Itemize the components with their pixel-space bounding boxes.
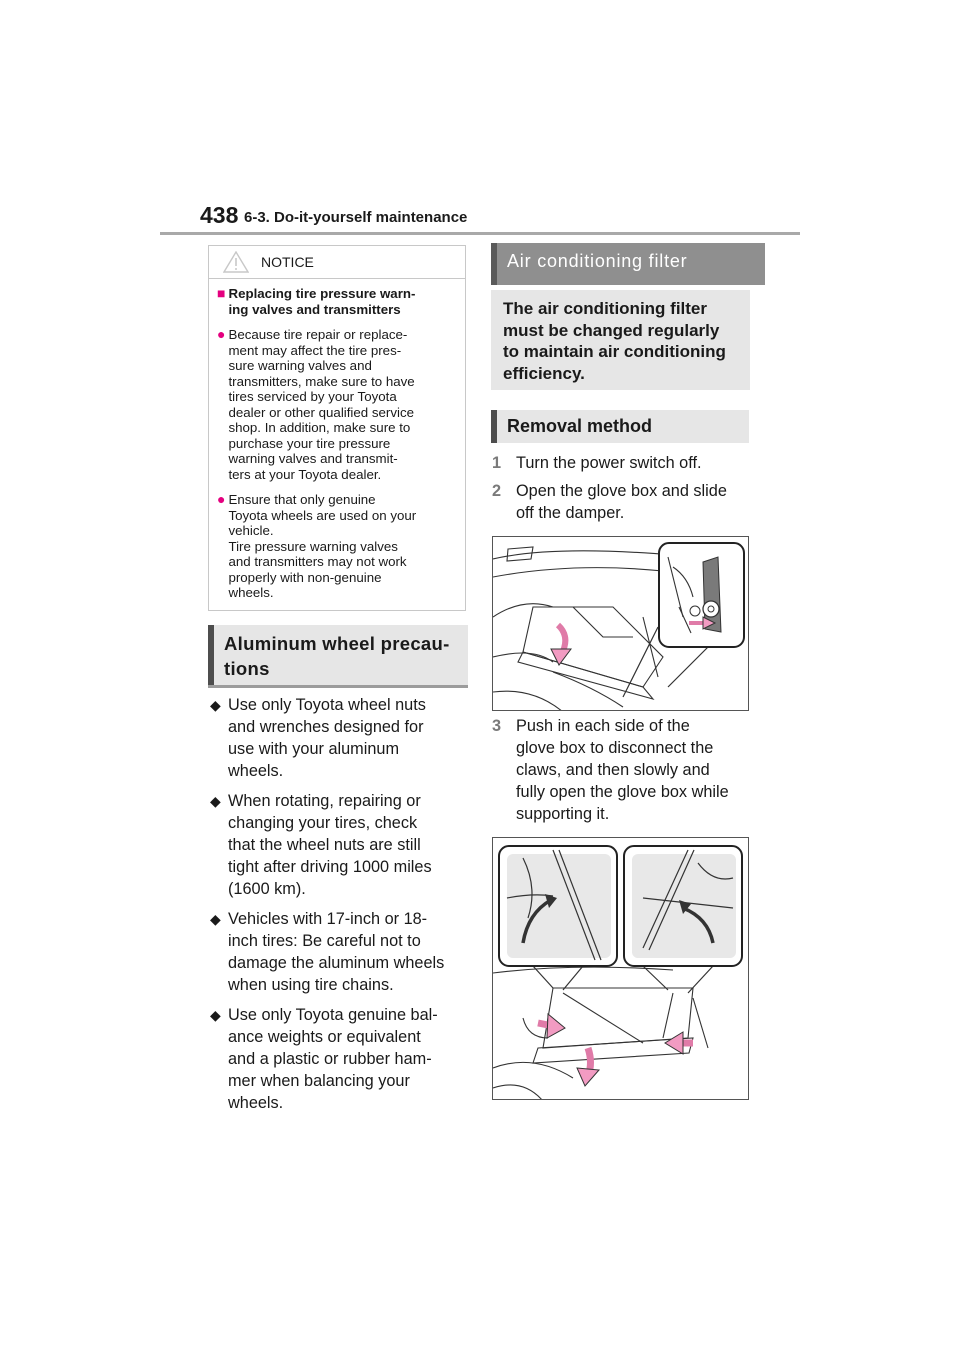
glove-box-damper-illustration bbox=[492, 536, 749, 711]
diamond-bullet-icon: ◆ bbox=[210, 697, 221, 713]
list-item bbox=[210, 790, 466, 900]
notice-bullet bbox=[217, 492, 457, 601]
glove-box-claws-drawing bbox=[493, 838, 749, 1100]
glove-box-claws-illustration bbox=[492, 837, 749, 1100]
step-number: 2 bbox=[492, 482, 502, 500]
step-number: 3 bbox=[492, 717, 502, 735]
list-item-text: When rotating, repairing or changing your tires, check that the wheel nuts are still tight after driving 1000 miles (1600 km). bbox=[228, 792, 432, 898]
step-item bbox=[492, 452, 702, 474]
list-item bbox=[210, 908, 466, 996]
square-bullet-icon: ■ bbox=[217, 285, 226, 301]
bullet-dot-icon: ● bbox=[217, 491, 226, 507]
aluminum-bullet-list bbox=[210, 694, 466, 1122]
removal-heading: Removal method bbox=[491, 410, 749, 443]
notice-bullet-text: Ensure that only genuine Toyota wheels are used on your vehicle. Tire pressure warning valves and transmitters may not work properly with non-genuine wheels. bbox=[228, 492, 417, 600]
step-text: Turn the power switch off. bbox=[516, 454, 702, 472]
notice-title: NOTICE bbox=[261, 254, 314, 270]
notice-subheading bbox=[217, 286, 457, 317]
heading-underline bbox=[208, 685, 468, 688]
section-title: 6-3. Do-it-yourself maintenance bbox=[244, 209, 468, 226]
air-filter-heading: Air conditioning filter bbox=[491, 243, 765, 285]
step-item bbox=[492, 480, 727, 524]
aluminum-heading: Aluminum wheel precau- tions bbox=[208, 625, 468, 687]
notice-box bbox=[208, 245, 466, 611]
notice-bullet bbox=[217, 327, 457, 482]
list-item-text: Use only Toyota genuine bal- ance weights or equivalent and a plastic or rubber ham- mer when balancing your wheels. bbox=[228, 1006, 438, 1112]
notice-bullet-text: Because tire repair or replace- ment may affect the tire pres- sure warning valves and transmitters, make sure to have tires serviced by your Toyota dealer or other qualified service shop. In addition, make sure to purchase your tire pressure warning valves and transmit- ters at your Toyota dealer. bbox=[228, 327, 415, 482]
list-item-text: Vehicles with 17-inch or 18- inch tires: Be careful not to damage the aluminum wheels when using tire chains. bbox=[228, 910, 445, 994]
notice-subheading-text: Replacing tire pressure warn- ing valves and transmitters bbox=[228, 286, 416, 317]
list-item-text: Use only Toyota wheel nuts and wrenches designed for use with your aluminum wheels. bbox=[228, 696, 426, 780]
list-item bbox=[210, 1004, 466, 1114]
step-text: Open the glove box and slide off the damper. bbox=[516, 482, 727, 522]
diamond-bullet-icon: ◆ bbox=[210, 793, 221, 809]
bullet-dot-icon: ● bbox=[217, 326, 226, 342]
step-item bbox=[492, 715, 729, 825]
header-rule bbox=[160, 232, 800, 235]
warning-triangle-icon bbox=[223, 251, 249, 273]
glove-box-damper-drawing bbox=[493, 537, 749, 711]
air-filter-intro: The air conditioning filter must be changed regularly to maintain air conditioning efficiency. bbox=[491, 290, 750, 390]
notice-header bbox=[209, 246, 465, 279]
step-text: Push in each side of the glove box to disconnect the claws, and then slowly and fully open the glove box while supporting it. bbox=[516, 717, 729, 823]
list-item bbox=[210, 694, 466, 782]
page-number: 438 bbox=[200, 202, 239, 228]
step-number: 1 bbox=[492, 454, 502, 472]
diamond-bullet-icon: ◆ bbox=[210, 911, 221, 927]
diamond-bullet-icon: ◆ bbox=[210, 1007, 221, 1023]
